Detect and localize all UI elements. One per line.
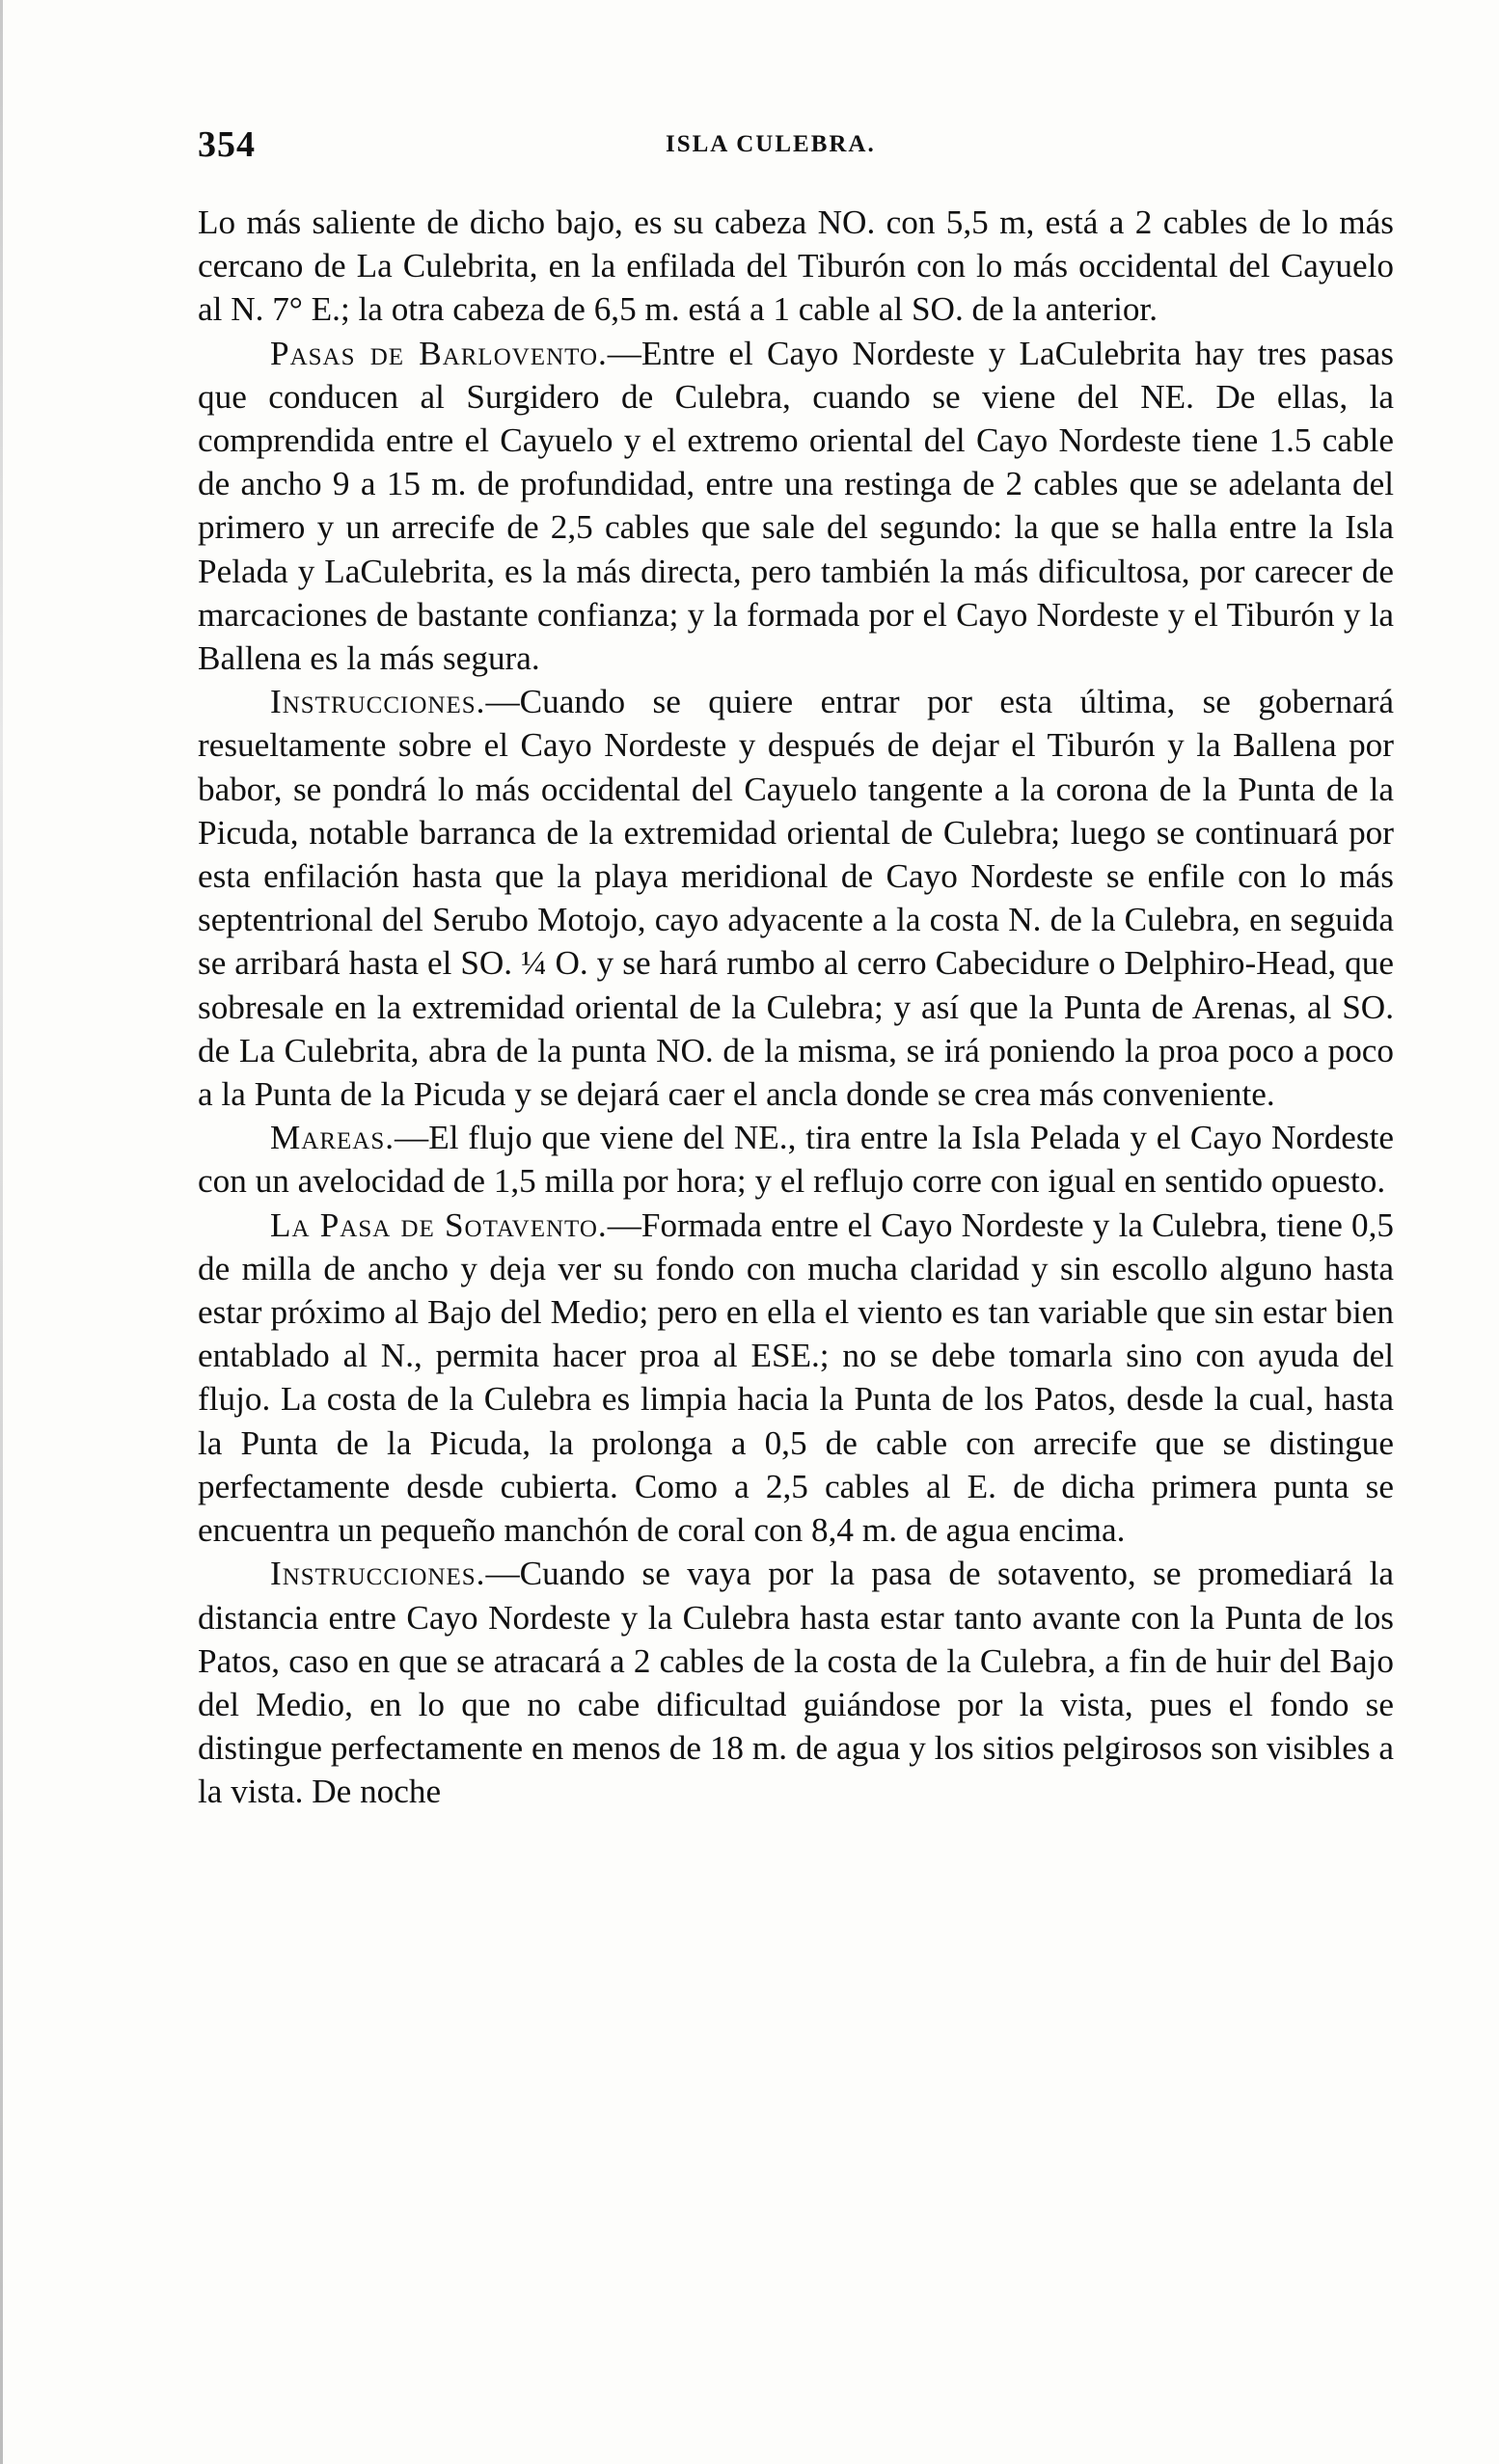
scan-edge	[0, 0, 3, 2464]
paragraph-lead: La Pasa de Sotavento.	[270, 1205, 608, 1244]
paragraph-instrucciones-barlovento	[198, 680, 1394, 1116]
paragraph-instrucciones-sotavento	[198, 1552, 1394, 1813]
paragraph-pasas-de-barlovento	[198, 332, 1394, 681]
running-head: ISLA CULEBRA.	[666, 131, 876, 157]
body-text	[198, 201, 1394, 1814]
paragraph-bajo-description	[198, 201, 1394, 332]
paragraph-mareas	[198, 1116, 1394, 1203]
paragraph-text: —Cuando se quiere entrar por esta última, se gobernará resueltamente sobre el Cayo Nordeste y después de dejar el Tiburón y la Ballena por babor, se pondrá lo más occidental del Cayuelo tangente a la corona de la Punta de la Picuda, notable barranca de la extremidad oriental de Culebra; luego se continuará por esta enfilación hasta que la playa meridional de Cayo Nordeste se enfile con lo más septentrional del Serubo Motojo, cayo adyacente a la costa N. de la Culebra, en seguida se arribará hasta el SO. ¼ O. y se hará rumbo al cerro Cabecidure o Delphiro-Head, que sobresale en la extremidad oriental de la Culebra; y así que la Punta de Arenas, al SO. de La Culebrita, abra de la punta NO. de la misma, se irá poniendo la proa poco a poco a la Punta de la Picuda y se dejará caer el ancla donde se crea más conveniente.	[198, 683, 1394, 1114]
paragraph-lead: Instrucciones.	[270, 1555, 486, 1593]
paragraph-text: —Cuando se vaya por la pasa de sotavento, se promediará la distancia entre Cayo Nordeste y la Culebra hasta estar tanto avante con la Punta de los Patos, caso en que se atracará a 2 cables de la costa de la Culebra, a fin de huir del Bajo del Medio, en lo que no cabe dificultad guiándose por la vista, pues el fondo se distingue perfectamente en menos de 18 m. de agua y los sitios pelgirosos son visibles a la vista. De noche	[198, 1555, 1394, 1811]
paragraph-text: —El flujo que viene del NE., tira entre la Isla Pelada y el Cayo Nordeste con un avelocidad de 1,5 milla por hora; y el reflujo corre con igual en sentido opuesto.	[198, 1119, 1394, 1201]
page-header	[198, 123, 1394, 181]
paragraph-pasa-de-sotavento	[198, 1204, 1394, 1553]
paragraph-lead: Instrucciones.	[270, 683, 486, 721]
paragraph-lead: Mareas.	[270, 1119, 395, 1157]
page-number: 354	[198, 124, 256, 165]
paragraph-text: Lo más saliente de dicho bajo, es su cabeza NO. con 5,5 m, está a 2 cables de lo más cercano de La Culebrita, en la enfilada del Tiburón con lo más occidental del Cayuelo al N. 7° E.; la otra cabeza de 6,5 m. está a 1 cable al SO. de la anterior.	[198, 203, 1394, 329]
paragraph-text: —Formada entre el Cayo Nordeste y la Culebra, tiene 0,5 de milla de ancho y deja ver su fondo con mucha claridad y sin escollo alguno hasta estar próximo al Bajo del Medio; pero en ella el viento es tan variable que sin estar bien entablado al N., permita hacer proa al ESE.; no se debe tomarla sino con ayuda del flujo. La costa de la Culebra es limpia hacia la Punta de los Patos, desde la cual, hasta la Punta de la Picuda, la prolonga a 0,5 de cable con arrecife que se distingue perfectamente desde cubierta. Como a 2,5 cables al E. de dicha primera punta se encuentra un pequeño manchón de coral con 8,4 m. de agua encima.	[198, 1205, 1394, 1550]
paragraph-lead: Pasas de Barlovento.	[270, 334, 608, 372]
paragraph-text: —Entre el Cayo Nordeste y LaCulebrita hay tres pasas que conducen al Surgidero de Culebra, cuando se viene del NE. De ellas, la comprendida entre el Cayuelo y el extremo oriental del Cayo Nordeste tiene 1.5 cable de ancho 9 a 15 m. de profundidad, entre una restinga de 2 cables que se adelanta del primero y un arrecife de 2,5 cables que sale del segundo: la que se halla entre la Isla Pelada y LaCulebrita, es la más directa, pero también la más dificultosa, por carecer de marcaciones de bastante confianza; y la formada por el Cayo Nordeste y el Tiburón y la Ballena es la más segura.	[198, 334, 1394, 678]
